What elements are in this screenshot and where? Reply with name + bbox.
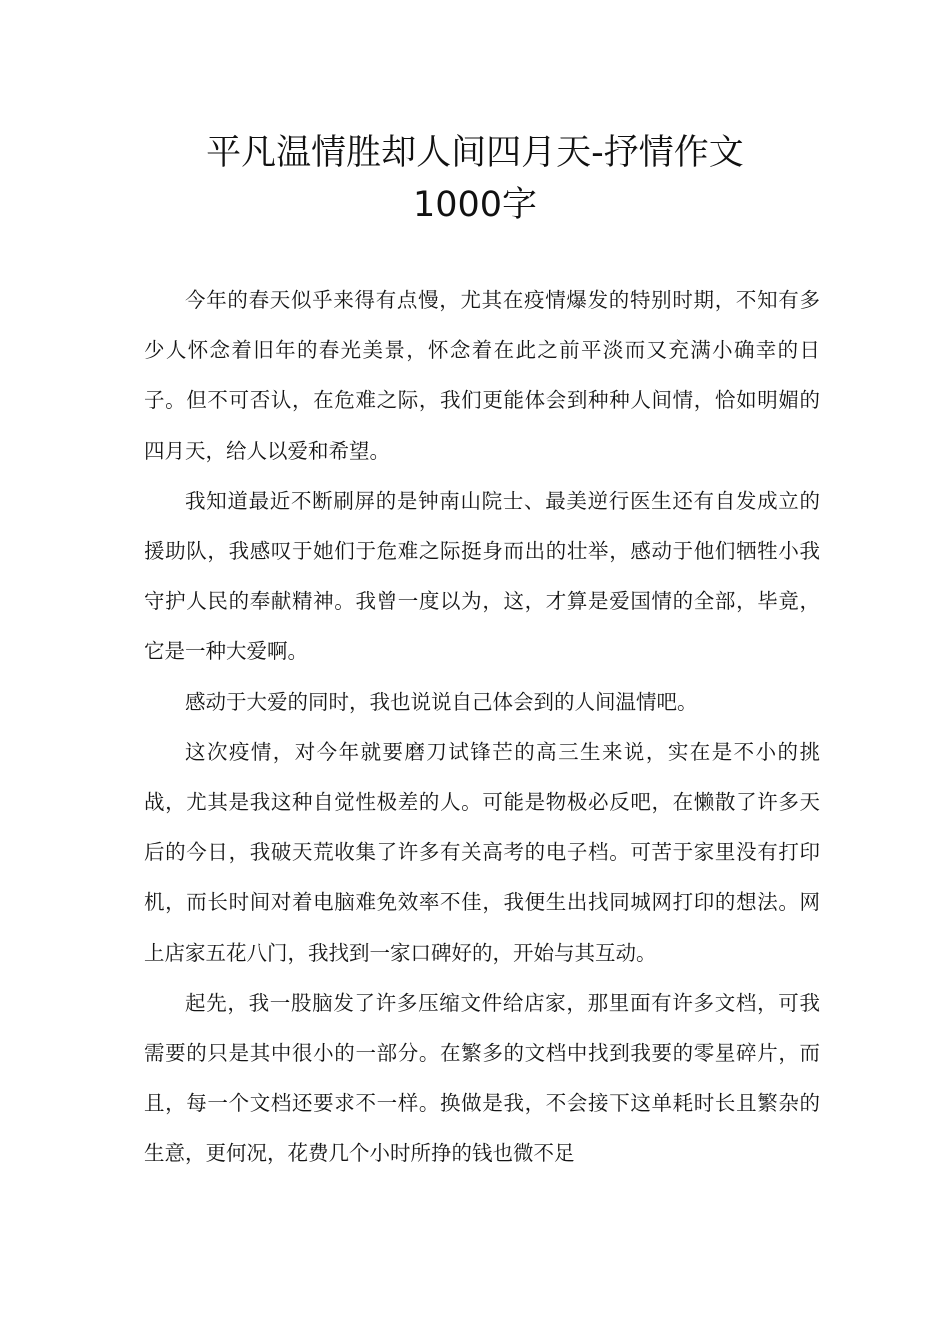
paragraph-2: 我知道最近不断刷屏的是钟南山院士、最美逆行医生还有自发成立的援助队，我感叹于她们于危难之际挺身而出的壮举，感动于他们牺牲小我守护人民的奉献精神。我曾一度以为，这，才算是爱国情的全部，毕竟，它是一种大爱啊。 xyxy=(144,488,820,664)
document-body xyxy=(144,275,820,1179)
document-title-line1: 平凡温情胜却人间四月天-抒情作文 xyxy=(206,133,744,173)
document-title-line2: 1000字 xyxy=(412,185,538,225)
paragraph-5: 起先，我一股脑发了许多压缩文件给店家，那里面有许多文档，可我需要的只是其中很小的一部分。在繁多的文档中找到我要的零星碎片，而且，每一个文档还要求不一样。换做是我，不会接下这单耗时长且繁杂的生意，更何况，花费几个小时所挣的钱也微不足 xyxy=(144,990,820,1166)
paragraph-1: 今年的春天似乎来得有点慢，尤其在疫情爆发的特别时期，不知有多少人怀念着旧年的春光美景，怀念着在此之前平淡而又充满小确幸的日子。但不可否认，在危难之际，我们更能体会到种种人间情，恰如明媚的四月天，给人以爱和希望。 xyxy=(144,288,820,463)
paragraph-4: 这次疫情，对今年就要磨刀试锋芒的高三生来说，实在是不小的挑战，尤其是我这种自觉性极差的人。可能是物极必反吧，在懒散了许多天后的今日，我破天荒收集了许多有关高考的电子档。可苦于家里没有打印机，而长时间对着电脑难免效率不佳，我便生出找同城网打印的想法。网上店家五花八门，我找到一家口碑好的，开始与其互动。 xyxy=(144,739,820,965)
paragraph-3: 感动于大爱的同时，我也说说自己体会到的人间温情吧。 xyxy=(185,689,698,714)
